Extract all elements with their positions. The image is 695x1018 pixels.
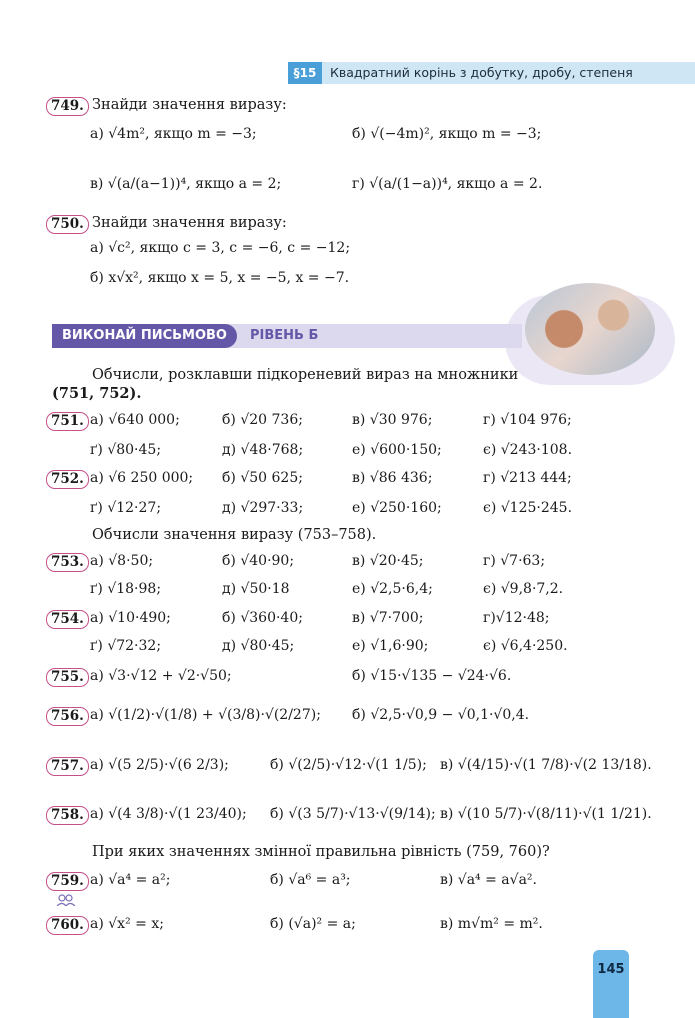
task-749-v: в) √(a/(a−1))⁴, якщо a = 2; [90,176,282,192]
task-752-g: г) √213 444; [483,470,572,486]
chapter-title: Квадратний корінь з добутку, дробу, степеня [330,65,633,80]
task-750-a: а) √c², якщо c = 3, c = −6, c = −12; [90,240,351,256]
task-749-b: б) √(−4m)², якщо m = −3; [352,126,542,142]
task-754-a: а) √10·490; [90,610,171,626]
task-753-ge: ґ) √18·98; [90,581,162,597]
task-754-b: б) √360·40; [222,610,303,626]
task-757-b: б) √(2/5)·√12·√(1 1/5); [270,757,427,773]
section-badge: §15 [288,62,322,84]
task-750-b: б) x√x², якщо x = 5, x = −5, x = −7. [90,270,350,286]
task-number-755: 755. [46,668,89,687]
intro-751-752: Обчисли, розклавши підкореневий вираз на множники [92,367,519,383]
task-754-ge: ґ) √72·32; [90,638,162,654]
group-work-icon [56,894,76,906]
task-752-b: б) √50 625; [222,470,303,486]
task-757-a: а) √(5 2/5)·√(6 2/3); [90,757,229,773]
task-752-v: в) √86 436; [352,470,433,486]
task-759-b: б) √a⁶ = a³; [270,872,351,888]
task-number-760: 760. [46,916,89,935]
section-label: ВИКОНАЙ ПИСЬМОВО [52,324,237,348]
task-752-e: е) √250·160; [352,500,442,516]
task-758-a: а) √(4 3/8)·√(1 23/40); [90,806,247,822]
task-751-d: д) √48·768; [222,442,304,458]
task-755-a: а) √3·√12 + √2·√50; [90,668,232,684]
task-753-ye: є) √9,8·7,2. [483,581,564,597]
intro-759-760: При яких значеннях змінної правильна рівність (759, 760)? [92,844,550,860]
task-752-ge: ґ) √12·27; [90,500,162,516]
task-number-751: 751. [46,412,89,431]
task-758-b: б) √(3 5/7)·√13·√(9/14); [270,806,436,822]
task-751-g: г) √104 976; [483,412,572,428]
task-751-b: б) √20 736; [222,412,303,428]
task-number-759: 759. [46,872,89,891]
section-banner [52,324,522,348]
task-751-a: а) √640 000; [90,412,180,428]
task-749-text: Знайди значення виразу: [92,97,287,113]
task-754-g: г)√12·48; [483,610,550,626]
intro-751-752-refs: (751, 752). [52,385,142,402]
level-label: РІВЕНЬ Б [250,328,319,343]
task-758-v: в) √(10 5/7)·√(8/11)·√(1 1/21). [440,806,652,822]
task-753-g: г) √7·63; [483,553,546,569]
students-photo [525,283,655,375]
task-752-d: д) √297·33; [222,500,304,516]
task-751-ge: ґ) √80·45; [90,442,162,458]
task-number-754: 754. [46,610,89,629]
page-number: 145 [593,950,629,1018]
task-751-ye: є) √243·108. [483,442,573,458]
task-749-a: а) √4m², якщо m = −3; [90,126,257,142]
task-753-v: в) √20·45; [352,553,424,569]
task-754-d: д) √80·45; [222,638,295,654]
task-number-757: 757. [46,757,89,776]
task-752-ye: є) √125·245. [483,500,573,516]
task-number-756: 756. [46,707,89,726]
task-number-753: 753. [46,553,89,572]
task-751-e: е) √600·150; [352,442,442,458]
intro-753-758: Обчисли значення виразу (753–758). [92,527,377,543]
chapter-header [288,62,695,84]
task-760-b: б) (√a)² = a; [270,916,356,932]
task-760-a: а) √x² = x; [90,916,164,932]
task-755-b: б) √15·√135 − √24·√6. [352,668,512,684]
task-751-v: в) √30 976; [352,412,433,428]
task-752-a: а) √6 250 000; [90,470,194,486]
task-753-b: б) √40·90; [222,553,295,569]
task-749-g: г) √(a/(1−a))⁴, якщо a = 2. [352,176,543,192]
task-759-a: а) √a⁴ = a²; [90,872,171,888]
task-753-d: д) √50·18 [222,581,290,597]
task-754-ye: є) √6,4·250. [483,638,568,654]
task-number-752: 752. [46,470,89,489]
task-750-text: Знайди значення виразу: [92,215,287,231]
task-753-a: а) √8·50; [90,553,154,569]
task-756-a: а) √(1/2)·√(1/8) + √(3/8)·√(2/27); [90,707,321,723]
task-754-e: е) √1,6·90; [352,638,429,654]
task-number-750: 750. [46,215,89,234]
task-760-v: в) m√m² = m². [440,916,543,932]
task-757-v: в) √(4/15)·√(1 7/8)·√(2 13/18). [440,757,652,773]
task-number-758: 758. [46,806,89,825]
task-number-749: 749. [46,97,89,116]
task-759-v: в) √a⁴ = a√a². [440,872,537,888]
task-756-b: б) √2,5·√0,9 − √0,1·√0,4. [352,707,530,723]
task-753-e: е) √2,5·6,4; [352,581,433,597]
task-754-v: в) √7·700; [352,610,424,626]
